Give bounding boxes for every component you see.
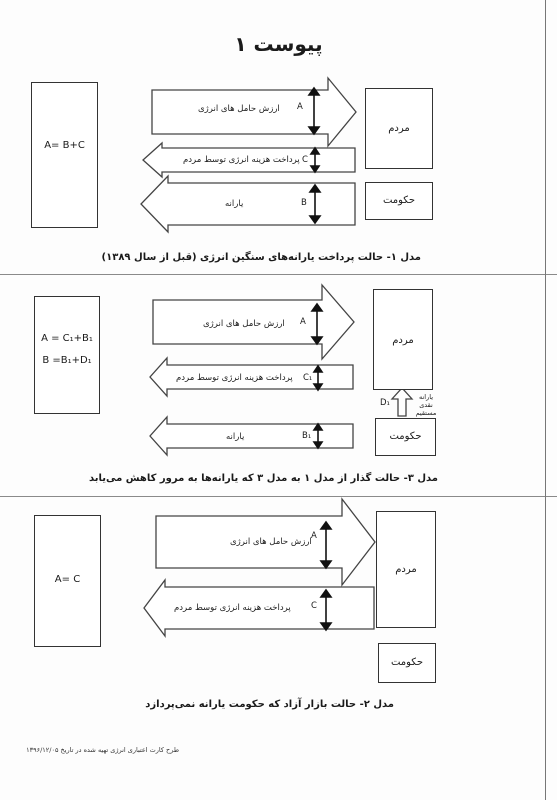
arrow-label-subsidy-1: یارانه: [225, 199, 244, 209]
formula-box-1: [31, 82, 98, 228]
arrow-letter-c1-3: C₁: [303, 373, 313, 383]
arrow-letter-c-2: C: [311, 601, 317, 611]
caption-model-1: مدل ۱- حالت پرداخت یارانه‌های سنگین انرژی (قبل از سال ۱۳۸۹): [101, 252, 421, 263]
people-box-2: [376, 511, 436, 628]
people-label-2: مردم: [395, 564, 417, 575]
caption-model-3: مدل ۳- حالت گذار از مدل ۱ به مدل ۳ که یارانه‌ها به مرور کاهش می‌یابد: [88, 473, 438, 484]
formula-1: A= B+C: [44, 140, 85, 151]
formula-2: A= C: [54, 574, 81, 585]
page-title: پیوست ۱: [234, 32, 323, 56]
arrow-letter-b1-3: B₁: [302, 431, 312, 441]
arrow-label-people-payment-1: پرداخت هزینه انرژی توسط مردم: [183, 155, 300, 165]
footer-note: طرح کارت اعتباری انرژی تهیه شده در تاریخ ۱۳۹۶/۱۲/۰۵: [26, 746, 179, 754]
arrow-letter-a-1: A: [297, 102, 303, 112]
arrow-letter-a-2: A: [311, 531, 317, 541]
formula-box-2: [34, 515, 101, 647]
caption-model-2: مدل ۲- حالت بازار آزاد که حکومت یارانه نمی‌پردازد: [145, 699, 394, 710]
arrow-subsidy-3: [150, 417, 353, 455]
arrow-label-people-payment-2: پرداخت هزینه انرژی توسط مردم: [174, 603, 291, 613]
people-box-1: [365, 88, 433, 169]
direct-subsidy-letter-3: D₁: [380, 398, 390, 408]
formula-box-3: [34, 296, 100, 414]
direct-subsidy-label-3: یارانه نقدی مستقیم: [415, 393, 437, 417]
government-label-1: حکومت: [382, 195, 416, 206]
arrow-subsidy-1: [141, 176, 355, 232]
government-box-1: [365, 182, 433, 220]
government-box-2: [378, 643, 436, 683]
government-label-2: حکومت: [390, 657, 424, 668]
arrow-letter-a-3: A: [300, 317, 306, 327]
formula-3-line1: A = C₁+B₁: [41, 333, 93, 344]
arrow-letter-b-1: B: [301, 198, 307, 208]
arrow-label-energy-value-1: ارزش حامل های انرژی: [198, 104, 280, 114]
arrow-direct-cash-3: [392, 388, 412, 416]
arrow-label-energy-value-2: ارزش حامل های انرژی: [230, 537, 312, 547]
arrow-label-subsidy-3: یارانه: [226, 432, 245, 442]
people-box-3: [373, 289, 433, 390]
arrow-label-energy-value-3: ارزش حامل های انرژی: [203, 319, 285, 329]
arrow-letter-c-1: C: [302, 155, 308, 165]
government-box-3: [375, 418, 436, 456]
arrow-label-people-payment-3: پرداخت هزینه انرژی توسط مردم: [176, 373, 293, 383]
formula-3-line2: B =B₁+D₁: [42, 355, 92, 366]
government-label-3: حکومت: [389, 431, 422, 442]
people-label-3: مردم: [392, 335, 414, 346]
people-label-1: مردم: [388, 123, 410, 134]
